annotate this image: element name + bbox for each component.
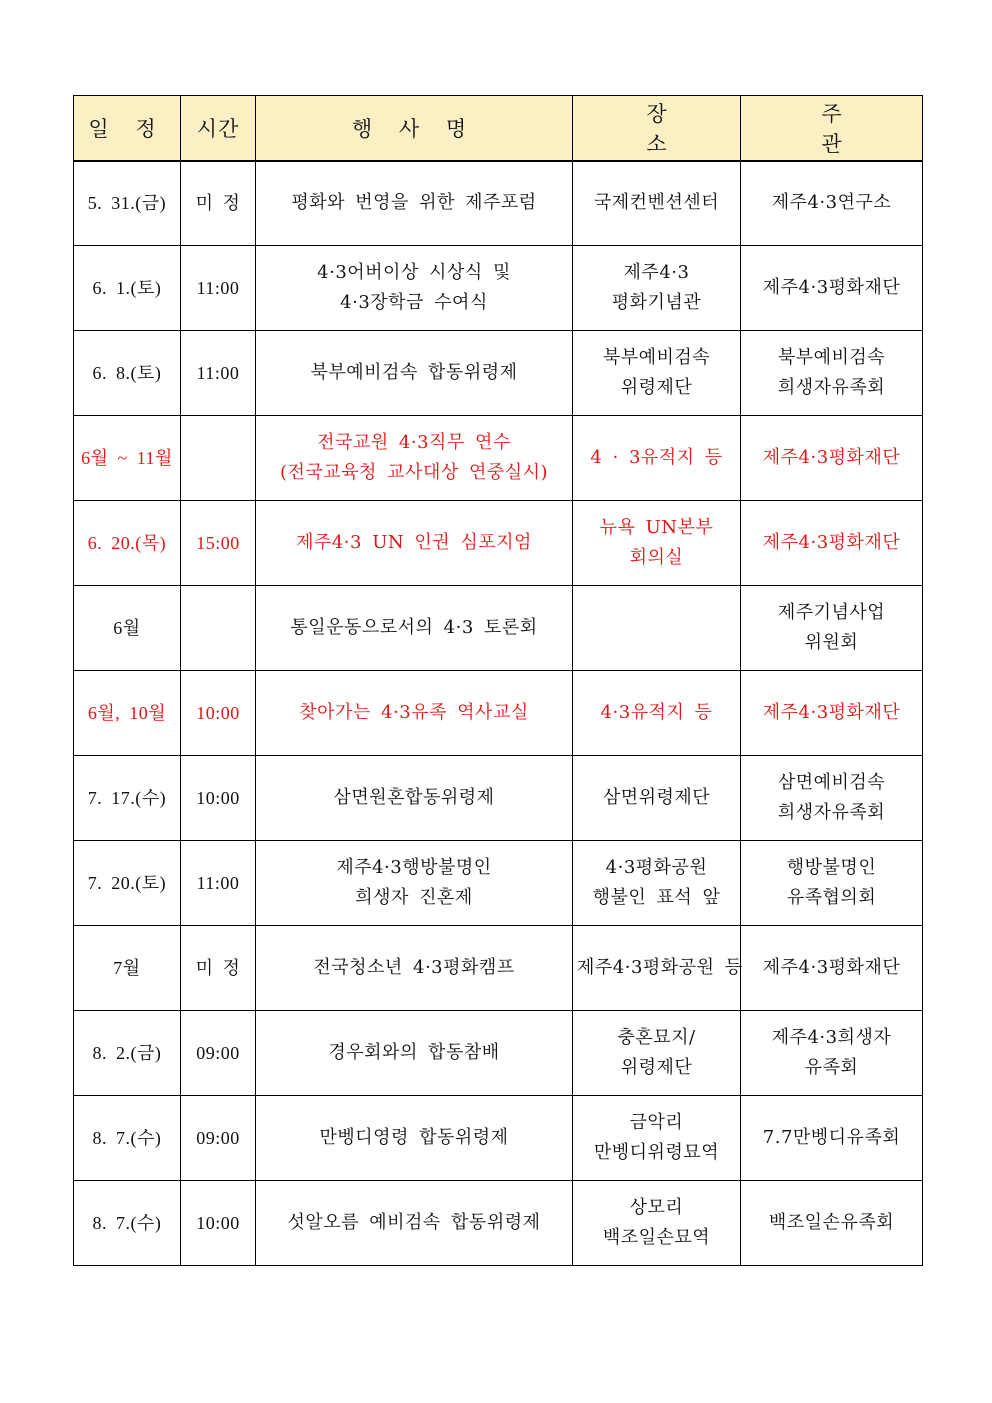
cell-event bbox=[256, 331, 573, 416]
cell-host-line: 위원회 bbox=[804, 632, 859, 653]
cell-place-line: 국제컨벤션센터 bbox=[593, 192, 720, 214]
cell-time: 미 정 bbox=[181, 926, 256, 1011]
cell-place-line: 행불인 표석 앞 bbox=[592, 887, 721, 908]
cell-date: 8. 7.(수) bbox=[74, 1096, 181, 1181]
cell-time: 15:00 bbox=[181, 501, 256, 586]
cell-place-line: 뉴욕 UN본부 bbox=[599, 517, 714, 538]
cell-host bbox=[741, 1096, 923, 1181]
cell-date: 6월, 10월 bbox=[74, 671, 181, 756]
cell-event-line: 전국교원 4·3직무 연수 bbox=[317, 432, 511, 453]
cell-place bbox=[573, 1181, 741, 1266]
cell-host-line: 7.7만벵디유족회 bbox=[762, 1127, 901, 1148]
cell-event bbox=[256, 926, 573, 1011]
cell-host-line: 제주4·3평화재단 bbox=[762, 532, 901, 553]
cell-host-line: 제주4·3평화재단 bbox=[762, 702, 901, 723]
header-place: 장 소 bbox=[573, 96, 741, 161]
cell-place bbox=[573, 926, 741, 1011]
cell-place-line: 4 · 3유적지 등 bbox=[590, 447, 723, 468]
cell-place-line: 평화기념관 bbox=[611, 292, 702, 313]
cell-event bbox=[256, 756, 573, 841]
cell-event-line: 4·3장학금 수여식 bbox=[340, 292, 488, 313]
cell-event bbox=[256, 1096, 573, 1181]
cell-place bbox=[573, 841, 741, 926]
cell-time bbox=[181, 416, 256, 501]
table-row bbox=[74, 1181, 923, 1266]
cell-place-line: 백조일손묘역 bbox=[602, 1227, 711, 1248]
cell-place-line: 북부예비검속 bbox=[602, 347, 711, 368]
cell-place-line: 제주4·3평화공원 등 bbox=[577, 957, 743, 978]
cell-event-line: (전국교육청 교사대상 연중실시) bbox=[279, 462, 549, 483]
cell-time: 09:00 bbox=[181, 1011, 256, 1096]
cell-host bbox=[741, 331, 923, 416]
table-row bbox=[74, 671, 923, 756]
cell-event-line: 통일운동으로서의 4·3 토론회 bbox=[290, 617, 538, 638]
cell-host-line: 희생자유족회 bbox=[777, 802, 886, 823]
table-row bbox=[74, 331, 923, 416]
cell-event bbox=[256, 841, 573, 926]
cell-host-line: 행방불명인 bbox=[786, 857, 877, 878]
table-row bbox=[74, 161, 923, 246]
cell-host bbox=[741, 416, 923, 501]
cell-time: 10:00 bbox=[181, 756, 256, 841]
cell-event-line: 찾아가는 4·3유족 역사교실 bbox=[299, 702, 529, 723]
cell-host bbox=[741, 161, 923, 246]
table-row bbox=[74, 926, 923, 1011]
cell-event-line: 제주4·3 UN 인권 심포지엄 bbox=[296, 532, 532, 553]
cell-host-line: 유족협의회 bbox=[786, 887, 877, 908]
cell-time: 11:00 bbox=[181, 246, 256, 331]
cell-host bbox=[741, 841, 923, 926]
cell-place bbox=[573, 246, 741, 331]
cell-event-line: 만벵디영령 합동위령제 bbox=[319, 1127, 509, 1148]
cell-date: 8. 7.(수) bbox=[74, 1181, 181, 1266]
cell-time: 11:00 bbox=[181, 841, 256, 926]
cell-place bbox=[573, 1096, 741, 1181]
cell-time bbox=[181, 586, 256, 671]
table-row bbox=[74, 1011, 923, 1096]
cell-host bbox=[741, 246, 923, 331]
cell-event bbox=[256, 586, 573, 671]
cell-place bbox=[573, 501, 741, 586]
cell-date: 7월 bbox=[74, 926, 181, 1011]
cell-event-line: 4·3어버이상 시상식 및 bbox=[317, 262, 511, 283]
cell-place bbox=[573, 756, 741, 841]
cell-host bbox=[741, 1181, 923, 1266]
cell-place-line: 제주4·3 bbox=[623, 262, 690, 283]
header-event: 행 사 명 bbox=[256, 96, 573, 161]
cell-host bbox=[741, 671, 923, 756]
cell-host-line: 제주4·3희생자 bbox=[771, 1027, 892, 1048]
cell-event bbox=[256, 246, 573, 331]
cell-place bbox=[573, 416, 741, 501]
cell-date: 5. 31.(금) bbox=[74, 161, 181, 246]
cell-event-line: 북부예비검속 합동위령제 bbox=[310, 362, 518, 383]
cell-place-line: 충혼묘지/ bbox=[617, 1027, 696, 1048]
cell-place bbox=[573, 671, 741, 756]
header-date: 일 정 bbox=[74, 96, 181, 161]
cell-host bbox=[741, 586, 923, 671]
cell-event bbox=[256, 671, 573, 756]
cell-host bbox=[741, 756, 923, 841]
cell-event-line: 평화와 번영을 위한 제주포럼 bbox=[291, 192, 537, 214]
table-row bbox=[74, 416, 923, 501]
cell-host bbox=[741, 926, 923, 1011]
cell-place-line: 위령제단 bbox=[620, 1057, 693, 1078]
cell-date: 6. 20.(목) bbox=[74, 501, 181, 586]
cell-time: 미 정 bbox=[181, 161, 256, 246]
table-row bbox=[74, 586, 923, 671]
cell-place bbox=[573, 1011, 741, 1096]
cell-date: 6. 8.(토) bbox=[74, 331, 181, 416]
table-row bbox=[74, 841, 923, 926]
table-body bbox=[74, 161, 923, 1266]
cell-event bbox=[256, 416, 573, 501]
cell-host-line: 제주4·3연구소 bbox=[771, 192, 892, 214]
cell-date: 6월 ~ 11월 bbox=[74, 416, 181, 501]
event-schedule-table bbox=[73, 95, 923, 1266]
cell-event bbox=[256, 161, 573, 246]
cell-host-line: 북부예비검속 bbox=[777, 347, 886, 368]
cell-host-line: 제주4·3평화재단 bbox=[762, 957, 901, 978]
cell-host-line: 제주4·3평화재단 bbox=[762, 447, 901, 468]
cell-date: 8. 2.(금) bbox=[74, 1011, 181, 1096]
cell-time: 10:00 bbox=[181, 1181, 256, 1266]
cell-place-line: 4·3유적지 등 bbox=[600, 702, 713, 723]
cell-place-line: 만벵디위령묘역 bbox=[593, 1142, 720, 1163]
cell-date: 7. 20.(토) bbox=[74, 841, 181, 926]
cell-place-line: 위령제단 bbox=[620, 377, 693, 398]
table-row bbox=[74, 1096, 923, 1181]
cell-host-line: 삼면예비검속 bbox=[777, 772, 886, 793]
cell-event bbox=[256, 1011, 573, 1096]
cell-event bbox=[256, 1181, 573, 1266]
header-time: 시간 bbox=[181, 96, 256, 161]
cell-host bbox=[741, 501, 923, 586]
table-row bbox=[74, 246, 923, 331]
cell-host-line: 백조일손유족회 bbox=[768, 1212, 895, 1233]
cell-event-line: 전국청소년 4·3평화캠프 bbox=[313, 957, 515, 978]
cell-event bbox=[256, 501, 573, 586]
cell-event-line: 경우회와의 합동참배 bbox=[328, 1042, 500, 1063]
cell-place-line: 상모리 bbox=[629, 1197, 684, 1218]
header-host: 주 관 bbox=[741, 96, 923, 161]
cell-host-line: 제주4·3평화재단 bbox=[762, 277, 901, 298]
cell-time: 09:00 bbox=[181, 1096, 256, 1181]
table-header bbox=[74, 96, 923, 161]
cell-host-line: 유족회 bbox=[804, 1057, 859, 1078]
table-row bbox=[74, 501, 923, 586]
cell-date: 7. 17.(수) bbox=[74, 756, 181, 841]
cell-event-line: 희생자 진혼제 bbox=[355, 887, 473, 908]
cell-time: 10:00 bbox=[181, 671, 256, 756]
cell-event-line: 삼면원혼합동위령제 bbox=[333, 787, 495, 808]
cell-place bbox=[573, 586, 741, 671]
cell-place bbox=[573, 161, 741, 246]
cell-host bbox=[741, 1011, 923, 1096]
cell-event-line: 섯알오름 예비검속 합동위령제 bbox=[287, 1212, 541, 1233]
header-row bbox=[74, 96, 923, 161]
cell-host-line: 희생자유족회 bbox=[777, 377, 886, 398]
cell-date: 6월 bbox=[74, 586, 181, 671]
cell-place bbox=[573, 331, 741, 416]
cell-place-line: 삼면위령제단 bbox=[602, 787, 711, 808]
cell-place-line: 4·3평화공원 bbox=[605, 857, 708, 878]
cell-place-line: 회의실 bbox=[629, 547, 684, 568]
cell-place-line: 금악리 bbox=[629, 1112, 684, 1133]
table-row bbox=[74, 756, 923, 841]
cell-host-line: 제주기념사업 bbox=[777, 602, 886, 623]
cell-date: 6. 1.(토) bbox=[74, 246, 181, 331]
cell-time: 11:00 bbox=[181, 331, 256, 416]
cell-event-line: 제주4·3행방불명인 bbox=[336, 857, 492, 878]
